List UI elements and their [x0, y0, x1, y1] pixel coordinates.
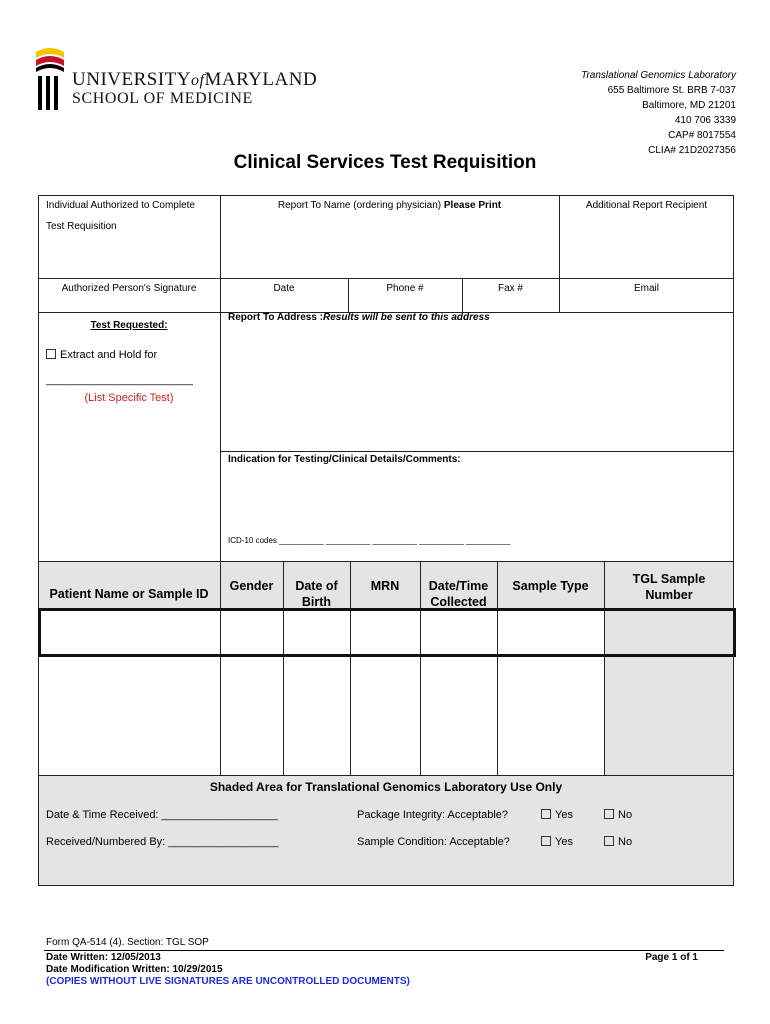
lab-city: Baltimore, MD 21201 — [642, 100, 736, 111]
lab-name: Translational Genomics Laboratory — [581, 70, 736, 81]
footer-copies-note: (COPIES WITHOUT LIVE SIGNATURES ARE UNCONTROLLED DOCUMENTS) — [46, 976, 410, 987]
extract-hold-checkbox[interactable] — [46, 349, 56, 359]
footer-date-modified: Date Modification Written: 10/29/2015 — [46, 964, 223, 975]
lab-use-title: Shaded Area for Translational Genomics Laboratory Use Only — [209, 780, 563, 794]
signature-label: Authorized Person's Signature — [61, 283, 197, 294]
footer-divider — [44, 950, 724, 951]
authorized-label-1: Individual Authorized to Complete — [46, 200, 195, 211]
condition-yes-option[interactable]: Yes — [541, 836, 573, 848]
logo-of: of — [191, 72, 205, 89]
table-row[interactable] — [38, 608, 736, 657]
package-yes-option[interactable]: Yes — [541, 809, 573, 821]
logo-maryland: MARYLAND — [204, 69, 318, 90]
header-gender: Gender — [229, 579, 274, 593]
list-specific-test-label: (List Specific Test) — [84, 392, 174, 404]
page-title: Clinical Services Test Requisition — [233, 152, 537, 173]
header-patient: Patient Name or Sample ID — [49, 587, 209, 601]
header-sample-type: Sample Type — [512, 579, 589, 593]
lab-phone: 410 706 3339 — [674, 115, 736, 126]
condition-no-option[interactable]: No — [604, 836, 632, 848]
package-no-checkbox[interactable] — [604, 809, 614, 819]
header-tgl-number: TGL Sample Number — [632, 572, 706, 602]
header-dob: Date of Birth — [295, 579, 338, 609]
test-blank-line[interactable]: ________________________ — [46, 374, 193, 386]
sample-condition-label: Sample Condition: Acceptable? — [357, 836, 510, 848]
logo-school: SCHOOL OF MEDICINE — [72, 90, 253, 107]
authorized-name-field[interactable] — [40, 240, 218, 276]
logo-university: UNIVERSITY — [72, 69, 191, 90]
shield-icon — [34, 46, 66, 116]
extract-hold-option[interactable]: Extract and Hold for — [46, 349, 157, 361]
condition-no-checkbox[interactable] — [604, 836, 614, 846]
authorized-label-2: Test Requisition — [46, 221, 117, 232]
indication-label: Indication for Testing/Clinical Details/Comments: — [228, 454, 461, 465]
header-collected: Date/Time Collected — [428, 579, 489, 609]
received-by-field[interactable]: Received/Numbered By: __________________ — [46, 836, 279, 848]
table-row[interactable] — [40, 658, 602, 774]
additional-recipient-label: Additional Report Recipient — [585, 200, 708, 211]
lab-clia: CLIA# 21D2027356 — [648, 145, 736, 156]
package-yes-checkbox[interactable] — [541, 809, 551, 819]
additional-recipient-field[interactable] — [561, 216, 732, 276]
phone-label: Phone # — [386, 283, 424, 294]
indication-field[interactable] — [222, 468, 732, 530]
report-to-name-label: Report To Name (ordering physician) Please Print — [277, 200, 502, 211]
date-label: Date — [273, 283, 295, 294]
report-address-field[interactable] — [222, 326, 732, 449]
footer-form-id: Form QA-514 (4). Section: TGL SOP — [46, 937, 209, 948]
lab-cap: CAP# 8017554 — [668, 130, 736, 141]
footer-page-number: Page 1 of 1 — [645, 952, 698, 963]
university-logo — [34, 46, 318, 116]
email-label: Email — [633, 283, 659, 294]
date-received-field[interactable]: Date & Time Received: ___________________ — [46, 809, 278, 821]
package-no-option[interactable]: No — [604, 809, 632, 821]
package-integrity-label: Package Integrity: Acceptable? — [357, 809, 509, 821]
fax-label: Fax # — [497, 283, 523, 294]
condition-yes-checkbox[interactable] — [541, 836, 551, 846]
lab-street: 655 Baltimore St. BRB 7-037 — [607, 85, 736, 96]
header-mrn: MRN — [370, 579, 400, 593]
report-address-label: Report To Address :Results will be sent to this address — [228, 312, 490, 323]
test-requested-label: Test Requested: — [90, 320, 168, 331]
icd-codes-line[interactable]: ICD-10 codes __________ __________ __________ __________ __________ — [228, 536, 511, 545]
footer-date-written: Date Written: 12/05/2013 — [46, 952, 161, 963]
lab-address — [581, 68, 736, 158]
report-to-name-field[interactable] — [222, 216, 557, 276]
